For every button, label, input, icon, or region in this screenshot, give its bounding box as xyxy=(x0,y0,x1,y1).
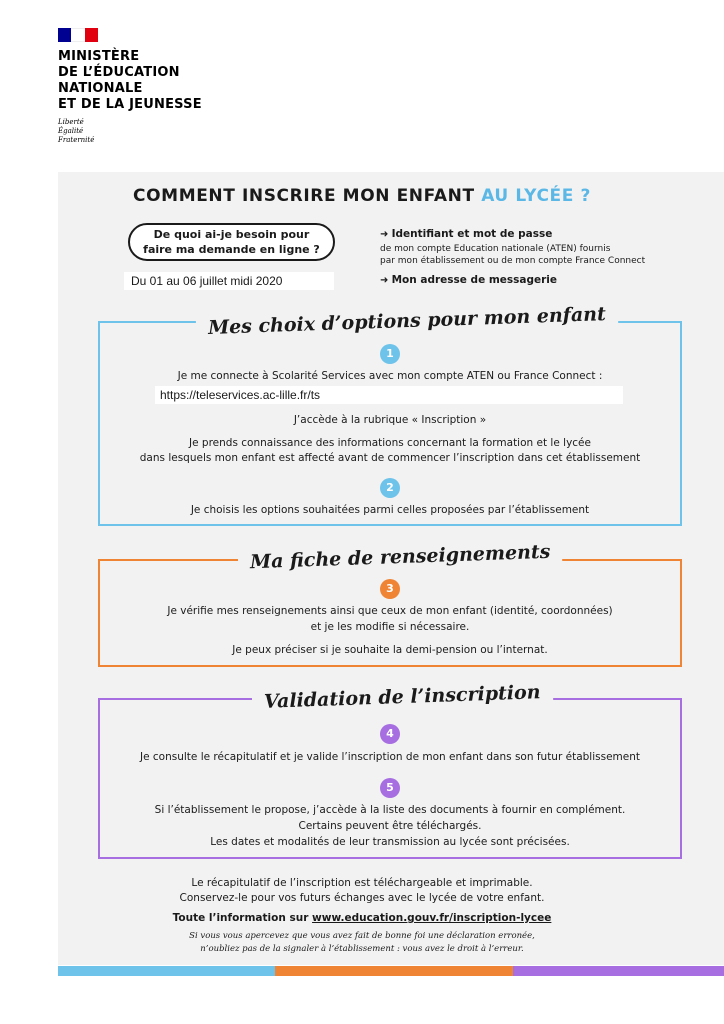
date-field: Du 01 au 06 juillet midi 2020 xyxy=(124,272,334,290)
step-5-badge: 5 xyxy=(380,778,400,798)
bottom-bar-blue xyxy=(58,966,275,976)
arrow-right-icon: ➜ xyxy=(380,275,389,286)
step-1-badge: 1 xyxy=(380,344,400,364)
ministry-name: MINISTÈRE DE L’ÉDUCATION NATIONALE ET DE LA JEUNESSE xyxy=(58,49,202,112)
step-5-text-line1: Si l’établissement le propose, j’accède à la liste des documents à fournir en complément. xyxy=(154,804,626,816)
bottom-bar-orange xyxy=(275,966,513,976)
arrow-right-icon: ➜ xyxy=(380,229,389,240)
requirement-credentials: ➜ Identifiant et mot de passe xyxy=(380,228,553,240)
footer-note-line2: n’oubliez pas de la signaler à l’établissement : vous avez le droit à l’erreur. xyxy=(200,944,524,954)
step-1-info-line2: dans lesquels mon enfant est affecté avant de commencer l’inscription dans cet établissement xyxy=(139,452,641,464)
step-3-text-line3: Je peux préciser si je souhaite la demi-pension ou l’internat. xyxy=(232,644,548,656)
step-2-badge: 2 xyxy=(380,478,400,498)
teleservices-url[interactable]: https://teleservices.ac-lille.fr/ts xyxy=(155,386,623,404)
options-section-title: Mes choix d’options pour mon enfant xyxy=(196,303,618,340)
republic-motto: Liberté Égalité Fraternité xyxy=(58,118,95,144)
page-title: COMMENT INSCRIRE MON ENFANT AU LYCÉE ? xyxy=(133,186,591,206)
footer-note-line1: Si vous vous apercevez que vous avez fait de bonne foi une déclaration erronée, xyxy=(189,931,535,941)
step-3-text-line1: Je vérifie mes renseignements ainsi que ceux de mon enfant (identité, coordonnées) xyxy=(167,605,613,617)
step-1-text: Je me connecte à Scolarité Services avec mon compte ATEN ou France Connect : xyxy=(177,370,603,382)
step-1-info-line1: Je prends connaissance des informations concernant la formation et le lycée xyxy=(189,437,591,449)
step-1-rubrique: J’accède à la rubrique « Inscription » xyxy=(293,414,487,426)
requirement-credentials-detail: de mon compte Education nationale (ATEN) fournis par mon établissement ou de mon compte France Connect xyxy=(380,244,646,266)
step-5-text-line3: Les dates et modalités de leur transmission au lycée sont précisées. xyxy=(210,836,570,848)
step-3-badge: 3 xyxy=(380,579,400,599)
step-4-text: Je consulte le récapitulatif et je valide l’inscription de mon enfant dans son futur établissement xyxy=(139,751,640,763)
footer-recap-line2: Conservez-le pour vos futurs échanges avec le lycée de votre enfant. xyxy=(179,892,545,904)
fiche-section-title: Ma fiche de renseignements xyxy=(238,540,563,573)
ministry-logo xyxy=(58,28,202,145)
requirement-email: ➜ Mon adresse de messagerie xyxy=(380,274,558,286)
step-3-text-line2: et je les modifie si nécessaire. xyxy=(310,621,470,633)
bottom-bar-purple xyxy=(513,966,724,976)
step-2-text: Je choisis les options souhaitées parmi celles proposées par l’établissement xyxy=(190,504,590,516)
step-5-text-line2: Certains peuvent être téléchargés. xyxy=(298,820,482,832)
education-link[interactable]: www.education.gouv.fr/inscription-lycee xyxy=(312,912,552,924)
validation-section-title: Validation de l’inscription xyxy=(252,681,553,713)
french-flag-icon xyxy=(58,28,98,42)
step-4-badge: 4 xyxy=(380,724,400,744)
needs-question-pill: De quoi ai-je besoin pour faire ma demande en ligne ? xyxy=(128,223,335,261)
footer-info: Toute l’information sur www.education.gouv.fr/inscription-lycee xyxy=(172,912,552,924)
footer-recap-line1: Le récapitulatif de l’inscription est téléchargeable et imprimable. xyxy=(191,877,533,889)
